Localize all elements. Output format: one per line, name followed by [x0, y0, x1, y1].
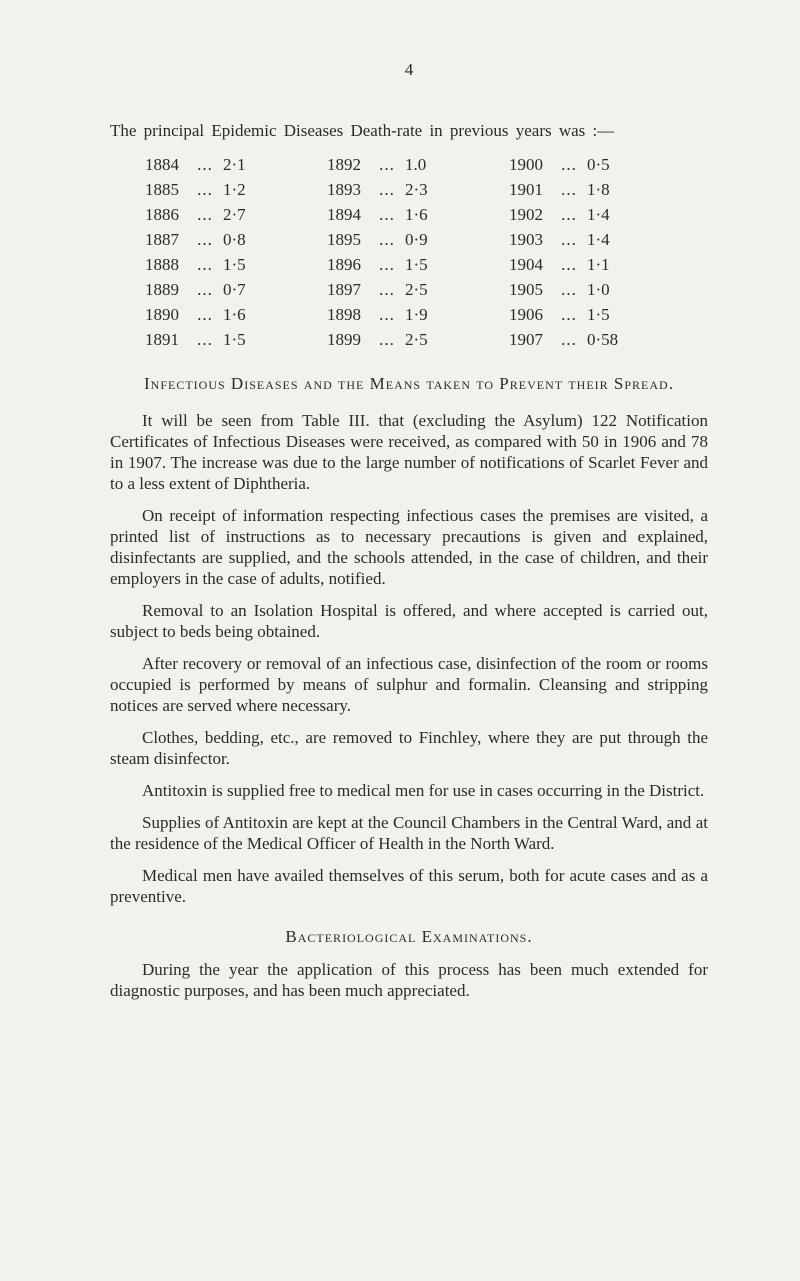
leader-dots: ... — [379, 255, 395, 274]
leader-dots: ... — [561, 180, 577, 199]
year-cell: 1907 — [509, 330, 543, 349]
year-cell: 1895 — [327, 230, 361, 249]
page-number: 4 — [404, 60, 414, 79]
rate-cell: 0·58 — [587, 330, 619, 349]
rate-cell: 0·5 — [587, 155, 610, 174]
table-row — [145, 327, 618, 352]
year-cell: 1890 — [145, 305, 179, 324]
year-cell: 1892 — [327, 155, 361, 174]
infectious-diseases-heading: Infectious Diseases and the Means taken to Prevent their Spread. — [144, 374, 674, 393]
leader-dots: ... — [197, 255, 213, 274]
rate-cell: 1.0 — [405, 155, 427, 174]
year-cell: 1893 — [327, 180, 361, 199]
rate-cell: 1·4 — [587, 205, 610, 224]
bacteriological-paragraph: During the year the application of this process has been much extended for diagnostic purposes, and has been much appreciated. — [110, 960, 708, 1000]
rate-cell: 2·7 — [223, 205, 246, 224]
leader-dots: ... — [197, 155, 213, 174]
table-row — [145, 152, 618, 177]
rate-cell: 1·5 — [223, 330, 246, 349]
leader-dots: ... — [561, 205, 577, 224]
leader-dots: ... — [379, 180, 395, 199]
table-row — [145, 177, 618, 202]
paragraph-removal: Removal to an Isolation Hospital is offered, and where accepted is carried out, subject to beds being obtained. — [110, 601, 708, 641]
year-cell: 1889 — [145, 280, 179, 299]
rate-cell: 0·9 — [405, 230, 428, 249]
rate-cell: 1·1 — [587, 255, 610, 274]
table-row — [145, 202, 618, 227]
year-cell: 1885 — [145, 180, 179, 199]
intro-text: The principal Epidemic Diseases Death-rate in previous years was :— — [110, 121, 615, 140]
leader-dots: ... — [197, 330, 213, 349]
year-cell: 1898 — [327, 305, 361, 324]
year-cell: 1896 — [327, 255, 361, 274]
paragraph-antitoxin: Antitoxin is supplied free to medical men for use in cases occurring in the District. — [142, 781, 705, 800]
year-cell: 1886 — [145, 205, 179, 224]
rate-cell: 2·5 — [405, 280, 428, 299]
table-row — [145, 252, 618, 277]
year-cell: 1900 — [509, 155, 543, 174]
year-cell: 1903 — [509, 230, 543, 249]
year-cell: 1887 — [145, 230, 179, 249]
leader-dots: ... — [379, 155, 395, 174]
leader-dots: ... — [561, 255, 577, 274]
table-row — [145, 277, 618, 302]
rate-cell: 1·9 — [405, 305, 428, 324]
leader-dots: ... — [561, 280, 577, 299]
death-rate-table-body — [145, 152, 618, 352]
rate-cell: 2·1 — [223, 155, 246, 174]
rate-cell: 1·8 — [587, 180, 610, 199]
table-row — [145, 227, 618, 252]
rate-cell: 0·8 — [223, 230, 246, 249]
leader-dots: ... — [561, 155, 577, 174]
leader-dots: ... — [197, 205, 213, 224]
leader-dots: ... — [561, 305, 577, 324]
paragraph-medical-men: Medical men have availed themselves of this serum, both for acute cases and as a preventive. — [110, 866, 708, 906]
leader-dots: ... — [379, 305, 395, 324]
rate-cell: 1·5 — [587, 305, 610, 324]
paragraph-receipt-of-information: On receipt of information respecting infectious cases the premises are visited, a printed list of instructions as to necessary precautions is given and explained, disinfectants are supplied, and the schools attended, in the case of children, and their employers in the case of adults, notified. — [110, 506, 708, 588]
year-cell: 1899 — [327, 330, 361, 349]
year-cell: 1888 — [145, 255, 179, 274]
year-cell: 1891 — [145, 330, 179, 349]
document-page — [110, 60, 708, 1012]
rate-cell: 1·5 — [405, 255, 428, 274]
leader-dots: ... — [379, 280, 395, 299]
leader-dots: ... — [379, 330, 395, 349]
rate-cell: 1·5 — [223, 255, 246, 274]
year-cell: 1904 — [509, 255, 543, 274]
year-cell: 1906 — [509, 305, 543, 324]
leader-dots: ... — [561, 230, 577, 249]
death-rate-table — [145, 152, 618, 352]
bacteriological-heading: Bacteriological Examinations. — [285, 927, 533, 946]
rate-cell: 1·6 — [223, 305, 246, 324]
table-row — [145, 302, 618, 327]
paragraphs — [110, 410, 708, 907]
rate-cell: 0·7 — [223, 280, 246, 299]
paragraph-antitoxin-supplies: Supplies of Antitoxin are kept at the Council Chambers in the Central Ward, and at the residence of the Medical Officer of Health in the North Ward. — [110, 813, 708, 853]
leader-dots: ... — [379, 230, 395, 249]
year-cell: 1884 — [145, 155, 179, 174]
year-cell: 1901 — [509, 180, 543, 199]
leader-dots: ... — [197, 305, 213, 324]
year-cell: 1905 — [509, 280, 543, 299]
rate-cell: 1·0 — [587, 280, 610, 299]
leader-dots: ... — [197, 180, 213, 199]
leader-dots: ... — [197, 230, 213, 249]
paragraph-clothes: Clothes, bedding, etc., are removed to Finchley, where they are put through the steam disinfector. — [110, 728, 708, 768]
rate-cell: 2·5 — [405, 330, 428, 349]
year-cell: 1897 — [327, 280, 361, 299]
rate-cell: 1·6 — [405, 205, 428, 224]
rate-cell: 1·2 — [223, 180, 246, 199]
rate-cell: 2·3 — [405, 180, 428, 199]
rate-cell: 1·4 — [587, 230, 610, 249]
leader-dots: ... — [197, 280, 213, 299]
leader-dots: ... — [379, 205, 395, 224]
paragraph-disinfection: After recovery or removal of an infectious case, disinfection of the room or rooms occupied is performed by means of sulphur and formalin. Cleansing and stripping notices are served where necessary. — [110, 654, 708, 715]
year-cell: 1902 — [509, 205, 543, 224]
leader-dots: ... — [561, 330, 577, 349]
year-cell: 1894 — [327, 205, 361, 224]
paragraph-notifications: It will be seen from Table III. that (excluding the Asylum) 122 Notification Certificates of Infectious Diseases were received, as compared with 50 in 1906 and 78 in 1907. The increase was due to the large number of notifications of Scarlet Fever and to a less extent of Diphtheria. — [110, 411, 708, 493]
